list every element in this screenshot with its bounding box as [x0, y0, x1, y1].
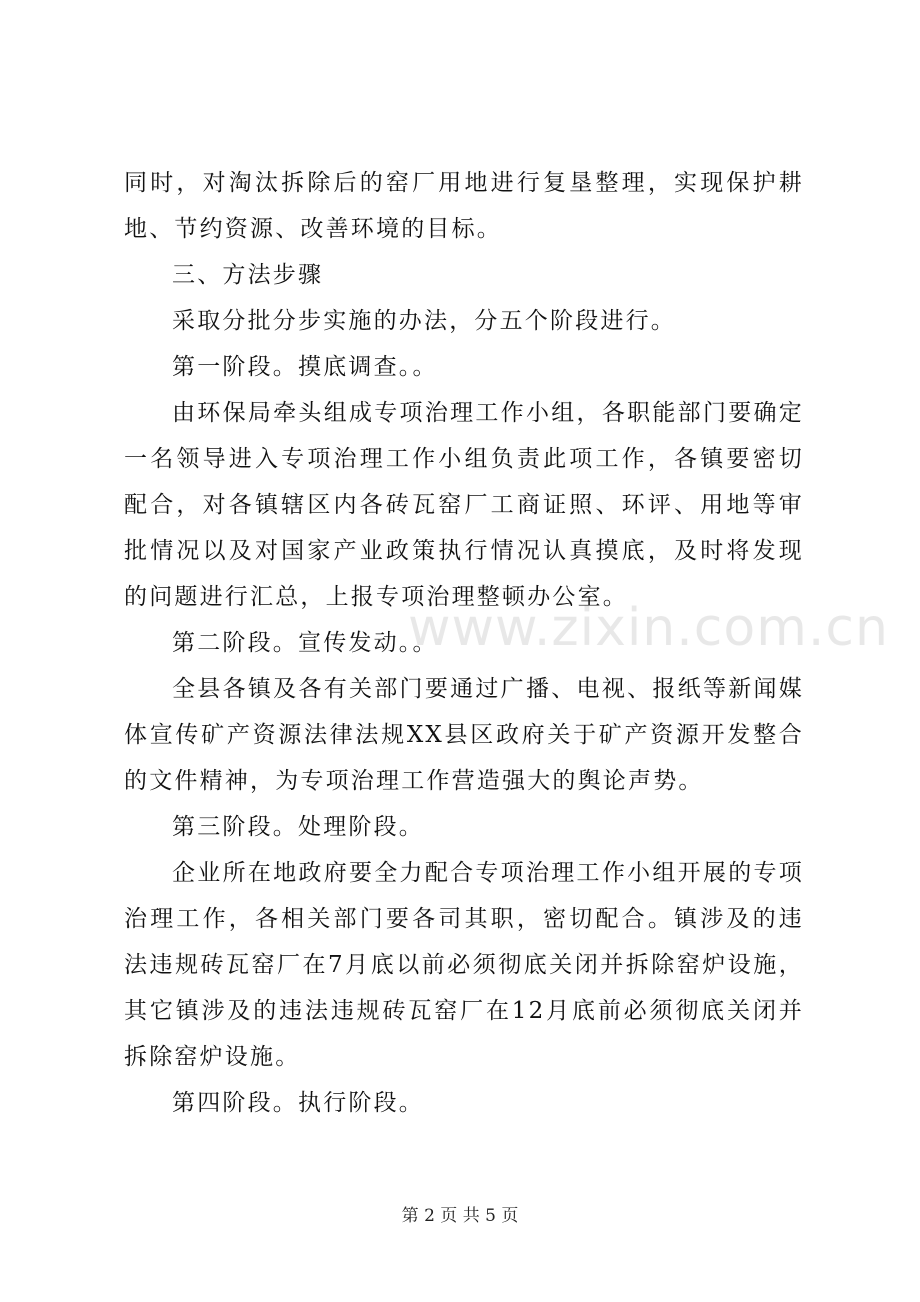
- stage-heading: 第二阶段。宣传发动。。: [172, 630, 438, 656]
- paragraph: 全县各镇及各有关部门要通过广播、电视、报纸等新闻媒体宣传矿产资源法律法规XX县区政府关于矿产资源开发整合的文件精神，为专项治理工作营造强大的舆论声势。: [124, 676, 804, 794]
- paragraph: 同时，对淘汰拆除后的窑厂用地进行复垦整理，实现保护耕地、节约资源、改善环境的目标。: [124, 170, 804, 242]
- paragraph: 采取分批分步实施的办法，分五个阶段进行。: [172, 308, 676, 334]
- paragraph: 企业所在地政府要全力配合专项治理工作小组开展的专项治理工作，各相关部门要各司其职，密切配合。镇涉及的违法违规砖瓦窑厂在7月底以前必须彻底关闭并拆除窑炉设施，其它镇涉及的违法违规砖瓦窑厂在12月底前必须彻底关闭并拆除窑炉设施。: [124, 860, 804, 1070]
- section-heading: 三、方法步骤: [172, 262, 324, 288]
- stage-heading: 第一阶段。摸底调查。。: [172, 354, 438, 380]
- page-footer: 第 2 页 共 5 页: [401, 1206, 519, 1226]
- watermark: www.zixin.com.cn: [408, 598, 889, 658]
- paragraph: 由环保局牵头组成专项治理工作小组，各职能部门要确定一名领导进入专项治理工作小组负责此项工作，各镇要密切配合，对各镇辖区内各砖瓦窑厂工商证照、环评、用地等审批情况以及对国家产业政策执行情况认真摸底，及时将发现的问题进行汇总，上报专项治理整顿办公室。: [124, 400, 804, 610]
- stage-heading: 第四阶段。执行阶段。: [172, 1090, 424, 1116]
- stage-heading: 第三阶段。处理阶段。: [172, 814, 424, 840]
